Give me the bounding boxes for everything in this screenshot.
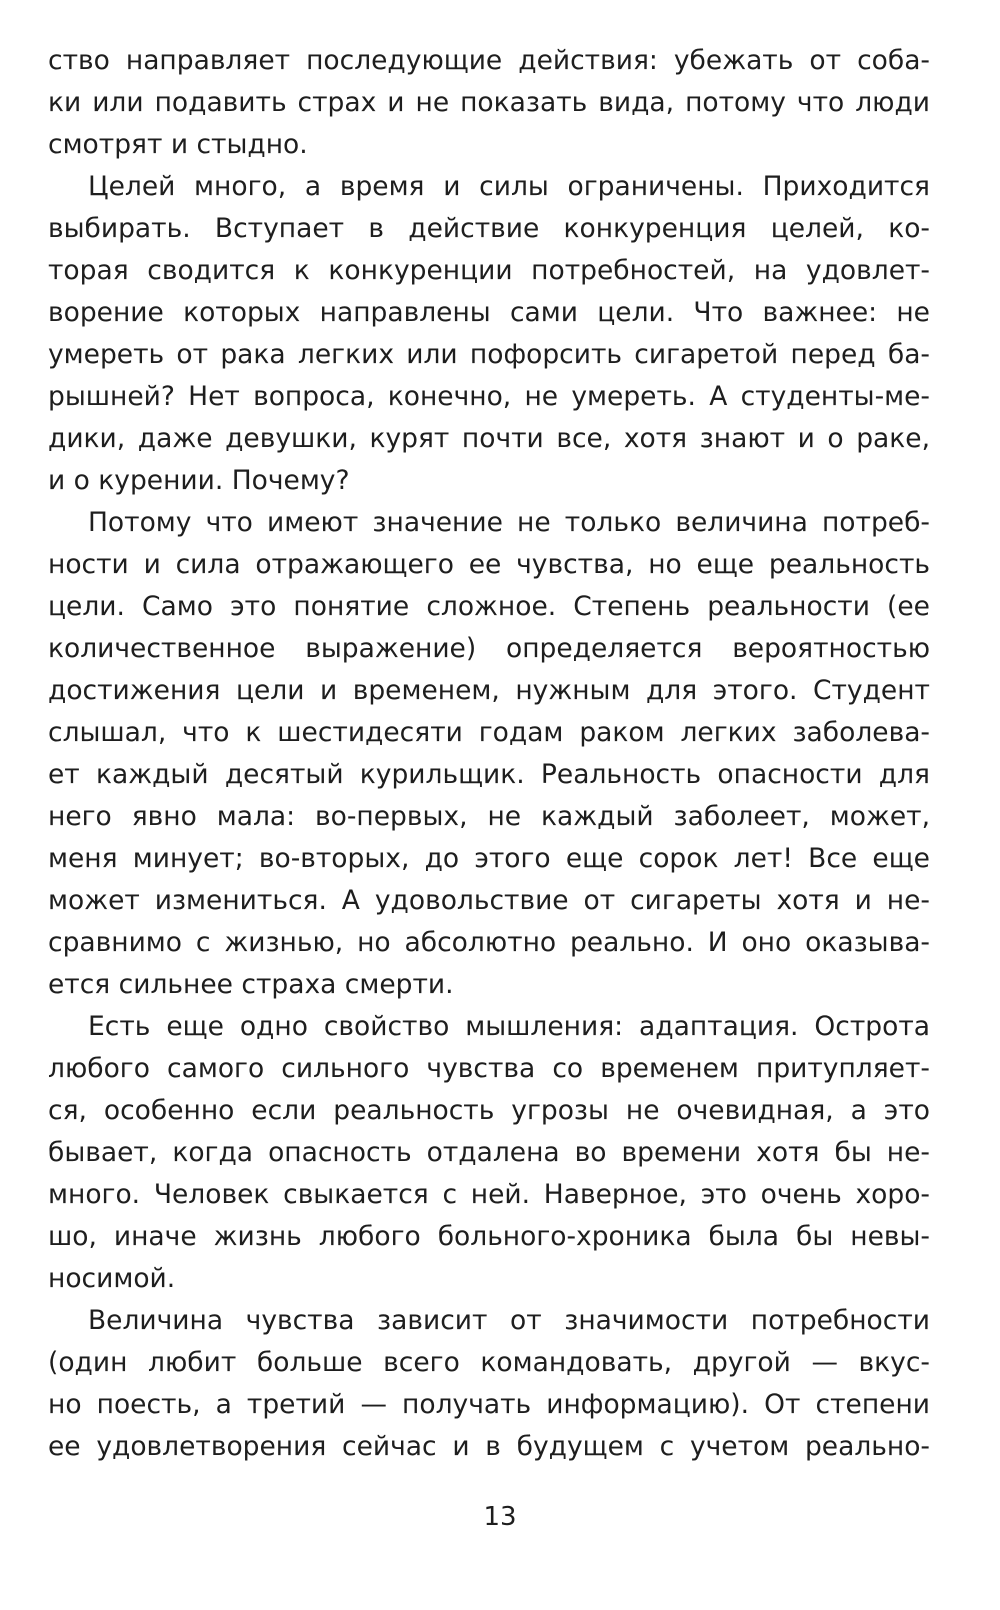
text-line: Целей много, а время и силы ограничены. Приходится: [88, 171, 930, 202]
text-line: ся, особенно если реальность угрозы не очевидная, а это: [48, 1095, 930, 1126]
paragraph: [48, 1300, 930, 1468]
text-line: Потому что имеют значение не только величина потреб-: [88, 507, 930, 538]
text-line: умереть от рака легких или пофорсить сигаретой перед ба-: [48, 339, 930, 370]
text-line: ки или подавить страх и не показать вида, потому что люди: [48, 87, 930, 118]
text-line: ее удовлетворения сейчас и в будущем с учетом реально-: [48, 1431, 930, 1462]
text-line: ется сильнее страха смерти.: [48, 969, 454, 1000]
paragraph: [48, 40, 930, 166]
text-line: количественное выражение) определяется вероятностью: [48, 633, 930, 664]
text-line: цели. Само это понятие сложное. Степень реальности (ее: [48, 591, 930, 622]
text-line: ство направляет последующие действия: убежать от соба-: [48, 45, 930, 76]
text-line: может измениться. А удовольствие от сигареты хотя и не-: [48, 885, 930, 916]
text-line: него явно мала: во-первых, не каждый заболеет, может,: [48, 801, 930, 832]
paragraph: [48, 1006, 930, 1300]
text-line: ворение которых направлены сами цели. Что важнее: не: [48, 297, 930, 328]
text-line: и о курении. Почему?: [48, 465, 350, 496]
paragraph: [48, 502, 930, 1006]
text-line: ет каждый десятый курильщик. Реальность опасности для: [48, 759, 930, 790]
text-line: смотрят и стыдно.: [48, 129, 308, 160]
page-number: 13: [483, 1502, 517, 1532]
text-line: сравнимо с жизнью, но абсолютно реально. И оно оказыва-: [48, 927, 930, 958]
text-line: Есть еще одно свойство мышления: адаптация. Острота: [88, 1011, 930, 1042]
text-line: бывает, когда опасность отдалена во времени хотя бы не-: [48, 1137, 930, 1168]
text-line: рышней? Нет вопроса, конечно, не умереть. А студенты-ме-: [48, 381, 930, 412]
text-line: торая сводится к конкуренции потребностей, на удовлет-: [48, 255, 930, 286]
text-line: носимой.: [48, 1263, 176, 1294]
text-line: ности и сила отражающего ее чувства, но еще реальность: [48, 549, 930, 580]
text-line: много. Человек свыкается с ней. Наверное, это очень хоро-: [48, 1179, 930, 1210]
paragraph: [48, 166, 930, 502]
text-line: меня минует; во-вторых, до этого еще сорок лет! Все еще: [48, 843, 930, 874]
text-line: но поесть, а третий — получать информацию). От степени: [48, 1389, 930, 1420]
text-line: любого самого сильного чувства со временем притупляет-: [48, 1053, 930, 1084]
text-line: Величина чувства зависит от значимости потребности: [88, 1305, 930, 1336]
text-line: (один любит больше всего командовать, другой — вкус-: [48, 1347, 930, 1378]
text-line: слышал, что к шестидесяти годам раком легких заболева-: [48, 717, 930, 748]
text-line: выбирать. Вступает в действие конкуренция целей, ко-: [48, 213, 930, 244]
text-line: достижения цели и временем, нужным для этого. Студент: [48, 675, 930, 706]
text-line: шо, иначе жизнь любого больного-хроника была бы невы-: [48, 1221, 930, 1252]
text-line: дики, даже девушки, курят почти все, хотя знают и о раке,: [48, 423, 930, 454]
page-body: [48, 40, 930, 1468]
